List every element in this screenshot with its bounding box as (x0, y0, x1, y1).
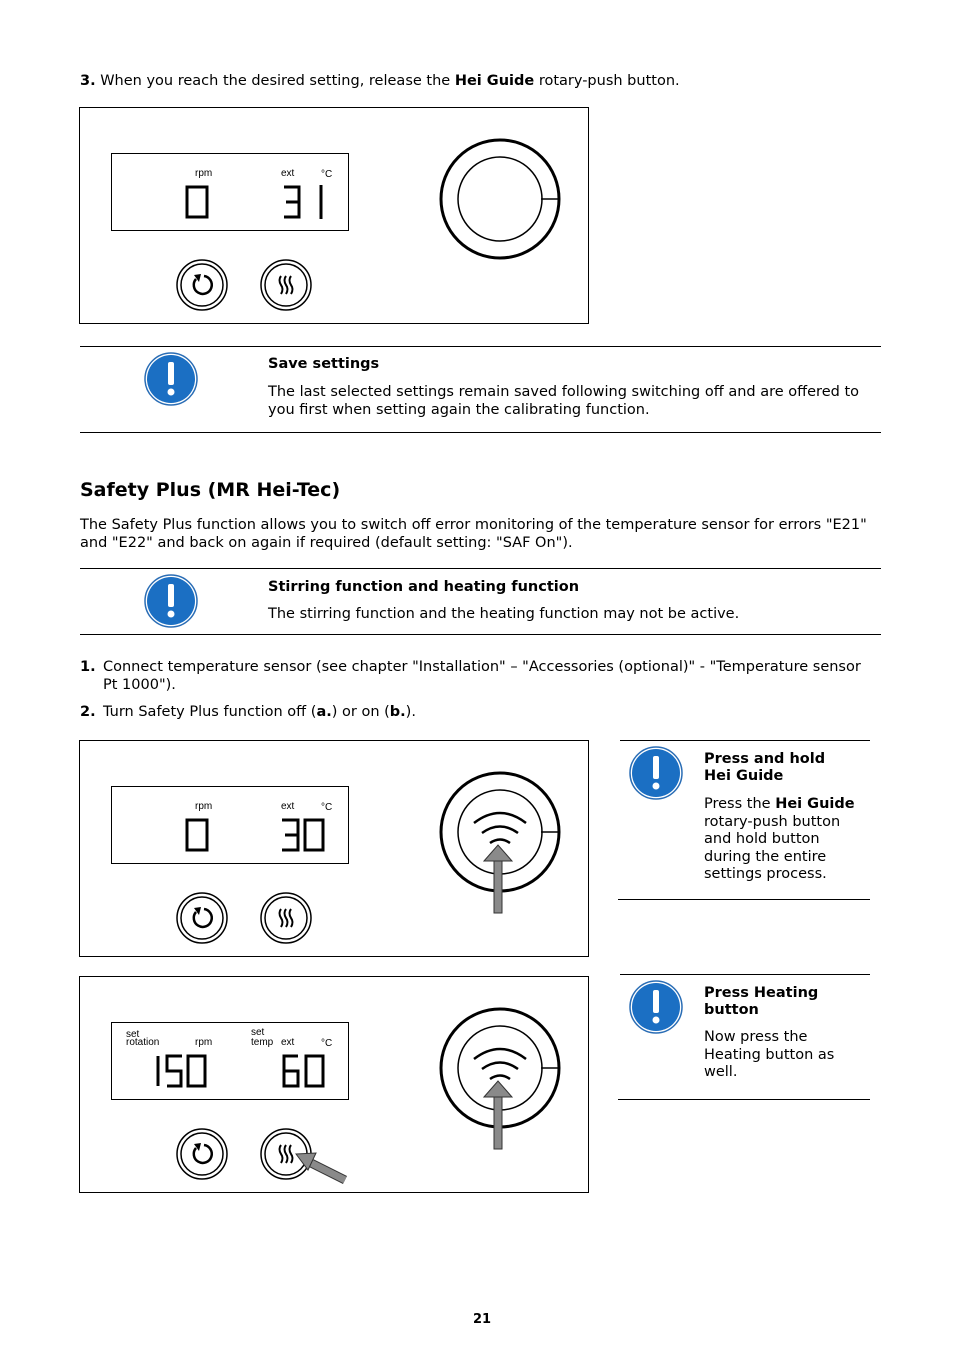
unit-label: °C (321, 802, 333, 813)
step-text: rotary-push button. (534, 73, 680, 89)
rpm-label: rpm (195, 801, 213, 812)
notice-title: Press and hold (704, 751, 826, 767)
notice-title: button (704, 1002, 759, 1018)
notice-text-part: Press the (704, 796, 776, 812)
notice-text: The stirring function and the heating function may not be active. (268, 606, 740, 622)
step-text: Connect temperature sensor (see chapter "Installation" – "Accessories (optional)" - "Temperature sensor Pt 1000"). (103, 659, 861, 693)
notice-title: Save settings (268, 356, 380, 372)
notice-text: The last selected settings remain saved following switching off and are offered to you first when setting again the calibrating function. (268, 384, 859, 418)
step-number: 3. (80, 73, 96, 89)
rpm-label: rpm (195, 168, 213, 179)
ext-label: ext (281, 168, 295, 179)
unit-label: °C (321, 1038, 333, 1049)
device-panel-1 (79, 107, 589, 324)
step-text: When you reach the desired setting, release the (100, 73, 455, 89)
notice-title: Press Heating (704, 985, 819, 1001)
info-exclamation-icon (144, 352, 200, 408)
section-title: Safety Plus (MR Hei-Tec) (80, 479, 341, 501)
notice-text: Now press the Heating button as well. (704, 1029, 835, 1080)
notice-divider (620, 740, 870, 741)
notice-divider (80, 634, 881, 635)
notice-divider (80, 346, 881, 347)
press-arrow-icon (484, 1081, 512, 1149)
notice-divider (618, 1099, 870, 1100)
step-3 (80, 73, 880, 91)
step-text-part: Turn Safety Plus function off ( (103, 704, 317, 720)
step-bold: a. (316, 704, 332, 720)
panel-controls (80, 741, 588, 956)
stir-button (177, 893, 227, 943)
heat-button (261, 260, 311, 310)
panel-controls (80, 977, 588, 1192)
step-text (103, 704, 878, 722)
info-exclamation-icon (629, 746, 685, 802)
step-text-part: ) or on ( (331, 704, 390, 720)
heat-button (261, 893, 311, 943)
info-exclamation-icon (144, 574, 200, 630)
notice-title: Hei Guide (704, 768, 784, 784)
notice-text (704, 796, 864, 884)
notice-title: Stirring function and heating function (268, 579, 580, 595)
ext-label: ext (281, 801, 295, 812)
step-bold: Hei Guide (454, 73, 535, 89)
step-text-part: ). (405, 704, 416, 720)
notice-divider (80, 568, 881, 569)
rotation-label: rotation (126, 1037, 160, 1048)
section-intro: The Safety Plus function allows you to switch off error monitoring of the temperature sensor for errors "E21" and "E22" and back on again if required (default setting: "SAF On"). (80, 517, 867, 551)
notice-divider (80, 432, 881, 433)
stir-button (177, 260, 227, 310)
stir-button (177, 1129, 227, 1179)
hei-guide-knob (441, 140, 559, 258)
info-exclamation-icon (629, 980, 685, 1036)
unit-label: °C (321, 169, 333, 180)
set-label: set (251, 1027, 265, 1038)
step-number: 1. (80, 659, 96, 675)
temp-label: temp (251, 1037, 274, 1048)
notice-divider (618, 899, 870, 900)
notice-text-part: rotary-push button and hold button during the entire settings process. (704, 813, 841, 882)
page-number: 21 (472, 1312, 492, 1327)
notice-divider (620, 974, 870, 975)
notice-bold: Hei Guide (775, 796, 855, 812)
step-number: 2. (80, 704, 96, 720)
set-label: set (126, 1029, 140, 1040)
device-panel-3 (79, 976, 589, 1193)
device-panel-2 (79, 740, 589, 957)
panel-controls (80, 108, 588, 323)
ext-label: ext (281, 1037, 295, 1048)
press-arrow-icon (484, 845, 512, 913)
rpm-label: rpm (195, 1037, 213, 1048)
step-bold: b. (389, 704, 406, 720)
